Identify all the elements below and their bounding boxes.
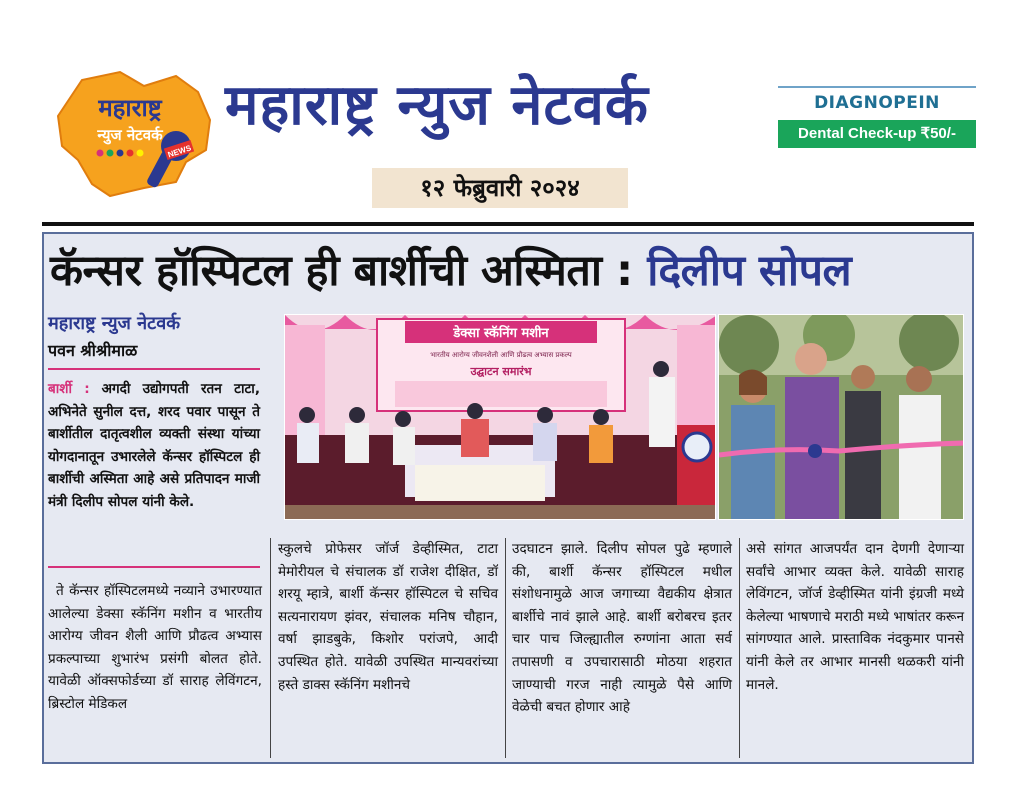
photo-ribbon-cutting <box>718 314 964 520</box>
byline-author: पवन श्रीश्रीमाळ <box>48 341 138 360</box>
lead-place: बार्शी : <box>48 381 90 397</box>
masthead-title: महाराष्ट्र न्युज नेटवर्क <box>225 73 649 138</box>
ad-divider <box>778 86 976 88</box>
column-3: उदघाटन झाले. दिलीप सोपल पुढे म्हणाले की, बार्शी कॅन्सर हॉस्पिटल मधील संशोधनामुळे आज जगाच्या वैद्यकीय क्षेत्रात बार्शीचे नावं झाले आहे. बार्शी बरोबरच इतर चार पाच जिल्ह्यातील रुग्णांना आता सर्व तपासणी व उपचारासाठी मोठया शहरात जाण्याची गरज नाही त्यामुळे पैसे आणि वेळेची बचत होणार आहे <box>512 541 732 716</box>
issue-date: १२ फेब्रुवारी २०२४ <box>372 168 628 208</box>
banner-title: डेक्सा स्कॅनिंग मशीन <box>453 326 549 341</box>
headline-name: दिलीप सोपल <box>647 246 852 296</box>
headline-main: कॅन्सर हॉस्पिटल ही बार्शीची अस्मिता : <box>50 246 633 296</box>
column-1: ते कॅन्सर हॉस्पिटलमध्ये नव्याने उभारण्यात आलेल्या डेक्सा स्कॅनिंग मशीन व भारतीय आरोग्य जीवन शैली आणि प्रौढत्व अभ्यास प्रकल्पाच्या शुभारंभ प्रसंगी बोलत होते. यावेळी ऑक्सफोर्डच्या डॉ साराह लेविंगटन, ब्रिस्टोल मेडिकल <box>48 583 262 712</box>
column-divider <box>270 538 271 758</box>
photo-inauguration-stage <box>284 314 716 520</box>
byline-rule <box>48 368 260 370</box>
banner-event: उद्घाटन समारंभ <box>470 365 532 378</box>
logo-badge: NEWS <box>166 143 193 160</box>
article-headline <box>50 238 968 304</box>
advert[interactable] <box>778 86 976 148</box>
masthead-logo <box>48 58 220 200</box>
column-divider <box>739 538 740 758</box>
lead-paragraph <box>48 378 260 558</box>
masthead-rule <box>42 222 974 226</box>
banner-subtitle: भारतीय आरोग्य जीवनशैली आणि प्रौढत्व अभ्यास प्रकल्प <box>430 351 572 359</box>
ad-brand: DIAGNOPEIN <box>814 93 940 113</box>
ad-offer: Dental Check-up ₹50/- <box>778 120 976 148</box>
logo-line2: न्युज नेटवर्क <box>97 126 163 144</box>
logo-line1: महाराष्ट्र <box>98 94 162 122</box>
column-divider <box>505 538 506 758</box>
column-2: स्कुलचे प्रोफेसर जॉर्ज डेव्हीस्मित, टाटा मेमोरीयल चे संचालक डॉ राजेश दीक्षित, डॉ शरयू म्हात्रे, बार्शी कॅन्सर हॉस्पिटल चे सचिव सत्यनारायण झंवर, संचालक मनिष चौहान, वर्षा झाडबुके, किशोर परांजपे, आदी उपस्थित होते. यावेळी उपस्थित मान्यवरांच्या हस्ते डाक्स स्कॅनिंग मशीनचे <box>278 541 498 693</box>
byline-org: महाराष्ट्र न्युज नेटवर्क <box>48 313 181 334</box>
lead-rule <box>48 566 260 568</box>
lead-text: अगदी उद्योगपती रतन टाटा, अभिनेते सुनील दत्त, शरद पवार पासून ते बार्शीतील दातृत्वशील व्यक्ती संस्था यांच्या योगदानातून उभारलेले कॅन्सर हॉस्पिटल ही बार्शीची अस्मिता आहे असे प्रतिपादन माजी मंत्री दिलीप सोपल यांनी केले. <box>48 381 260 510</box>
column-4: असे सांगत आजपर्यंत दान देणगी देणाऱ्या सर्वांचे आभार व्यक्त केले. यावेळी साराह लेविंगटन, जॉर्ज डेव्हीस्मित यांनी इंग्रजी मध्ये केलेल्या भाषणाचे मराठी मध्ये भाषांतर करून सांगण्यात आले. प्रास्ताविक नंदकुमार पानसे यांनी केले तर आभार मानसी थळकरी यांनी मानले. <box>746 541 964 693</box>
